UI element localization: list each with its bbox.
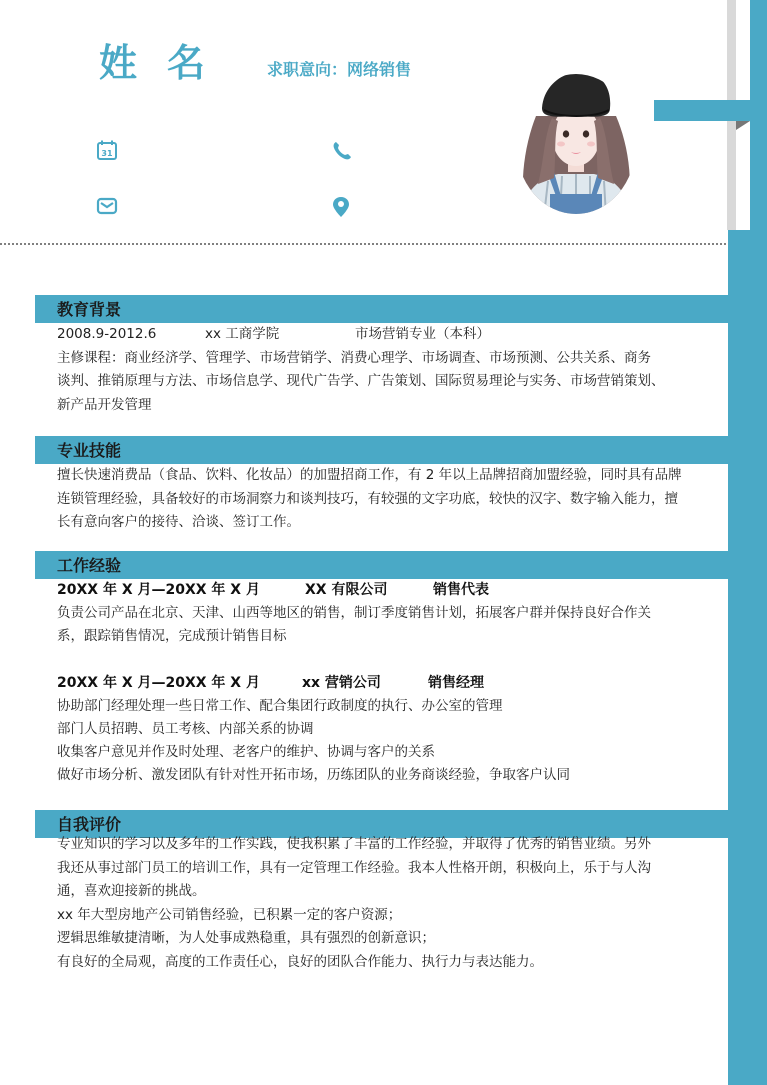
- job-company: xx 营销公司: [302, 675, 381, 691]
- section-header-skills: [35, 436, 728, 464]
- header-divider: [0, 243, 726, 245]
- job-duty-line: 协助部门经理处理一些日常工作、配合集团行政制度的执行、办公室的管理: [57, 698, 503, 714]
- phone-icon: [331, 140, 353, 162]
- job-header: [57, 579, 677, 603]
- education-school: xx 工商学院: [205, 326, 280, 342]
- job-duty-line: 系，跟踪销售情况，完成预计销售目标: [57, 628, 287, 644]
- svg-text:31: 31: [101, 149, 113, 158]
- section-title: 工作经验: [57, 556, 122, 575]
- section-header-education: [35, 295, 728, 323]
- education-period: 2008.9-2012.6: [57, 326, 157, 342]
- job-header: [57, 672, 677, 696]
- candidate-name: 姓名: [99, 41, 236, 85]
- section-header-work: [35, 551, 728, 579]
- mail-icon: [96, 195, 118, 217]
- self-evaluation-line: 我还从事过部门员工的培训工作，具有一定管理工作经验。我本人性格开朗，积极向上，乐于与人沟: [57, 860, 651, 876]
- section-title: 教育背景: [57, 300, 122, 319]
- education-courses-line: 谈判、推销原理与方法、市场信息学、现代广告学、广告策划、国际贸易理论与实务、市场营销策划、: [57, 373, 665, 389]
- job-period: 20XX 年 X 月—20XX 年 X 月: [57, 582, 260, 598]
- education-courses-line: 主修课程：商业经济学、管理学、市场营销学、消费心理学、市场调查、市场预测、公共关系、商务: [57, 350, 651, 366]
- job-period: 20XX 年 X 月—20XX 年 X 月: [57, 675, 260, 691]
- self-evaluation-line: 有良好的全局观，高度的工作责任心，良好的团队合作能力、执行力与表达能力。: [57, 954, 543, 970]
- decorative-blue-tab: [654, 100, 767, 121]
- section-title: 自我评价: [57, 815, 122, 834]
- education-major: 市场营销专业（本科）: [355, 326, 490, 342]
- job-duty-line: 做好市场分析、激发团队有针对性开拓市场，历练团队的业务商谈经验，争取客户认同: [57, 767, 570, 783]
- self-evaluation-line: xx 年大型房地产公司销售经验，已积累一定的客户资源；: [57, 907, 402, 923]
- job-duty-line: 部门人员招聘、员工考核、内部关系的协调: [57, 721, 314, 737]
- job-company: XX 有限公司: [305, 582, 388, 598]
- education-entry: [57, 323, 677, 347]
- education-courses-line: 新产品开发管理: [57, 397, 152, 413]
- self-evaluation-line: 专业知识的学习以及多年的工作实践，使我积累了丰富的工作经验，并取得了优秀的销售业绩。另外: [57, 836, 651, 852]
- avatar: [514, 66, 638, 216]
- job-duty-line: 收集客户意见并作及时处理、老客户的维护、协调与客户的关系: [57, 744, 435, 760]
- calendar-icon: [96, 139, 118, 161]
- decorative-fold-triangle: [736, 121, 750, 130]
- decorative-blue-sidebar: [728, 230, 767, 1085]
- job-duty-line: 负责公司产品在北京、天津、山西等地区的销售，制订季度销售计划，拓展客户群并保持良好合作关: [57, 605, 651, 621]
- self-evaluation-line: 逻辑思维敏捷清晰，为人处事成熟稳重，具有强烈的创新意识；: [57, 930, 435, 946]
- job-role: 销售经理: [428, 675, 484, 691]
- skills-line: 长有意向客户的接待、洽谈、签订工作。: [57, 514, 300, 530]
- skills-line: 擅长快速消费品（食品、饮料、化妆品）的加盟招商工作，有 2 年以上品牌招商加盟经验，同时具有品牌: [57, 467, 682, 483]
- job-intention: 求职意向：网络销售: [267, 60, 412, 79]
- job-role: 销售代表: [433, 582, 489, 598]
- location-pin-icon: [330, 196, 352, 218]
- self-evaluation-line: 通，喜欢迎接新的挑战。: [57, 883, 206, 899]
- skills-line: 连锁管理经验，具备较好的市场洞察力和谈判技巧，有较强的文字功底，较快的汉字、数字输入能力，擅: [57, 491, 678, 507]
- section-title: 专业技能: [57, 441, 122, 460]
